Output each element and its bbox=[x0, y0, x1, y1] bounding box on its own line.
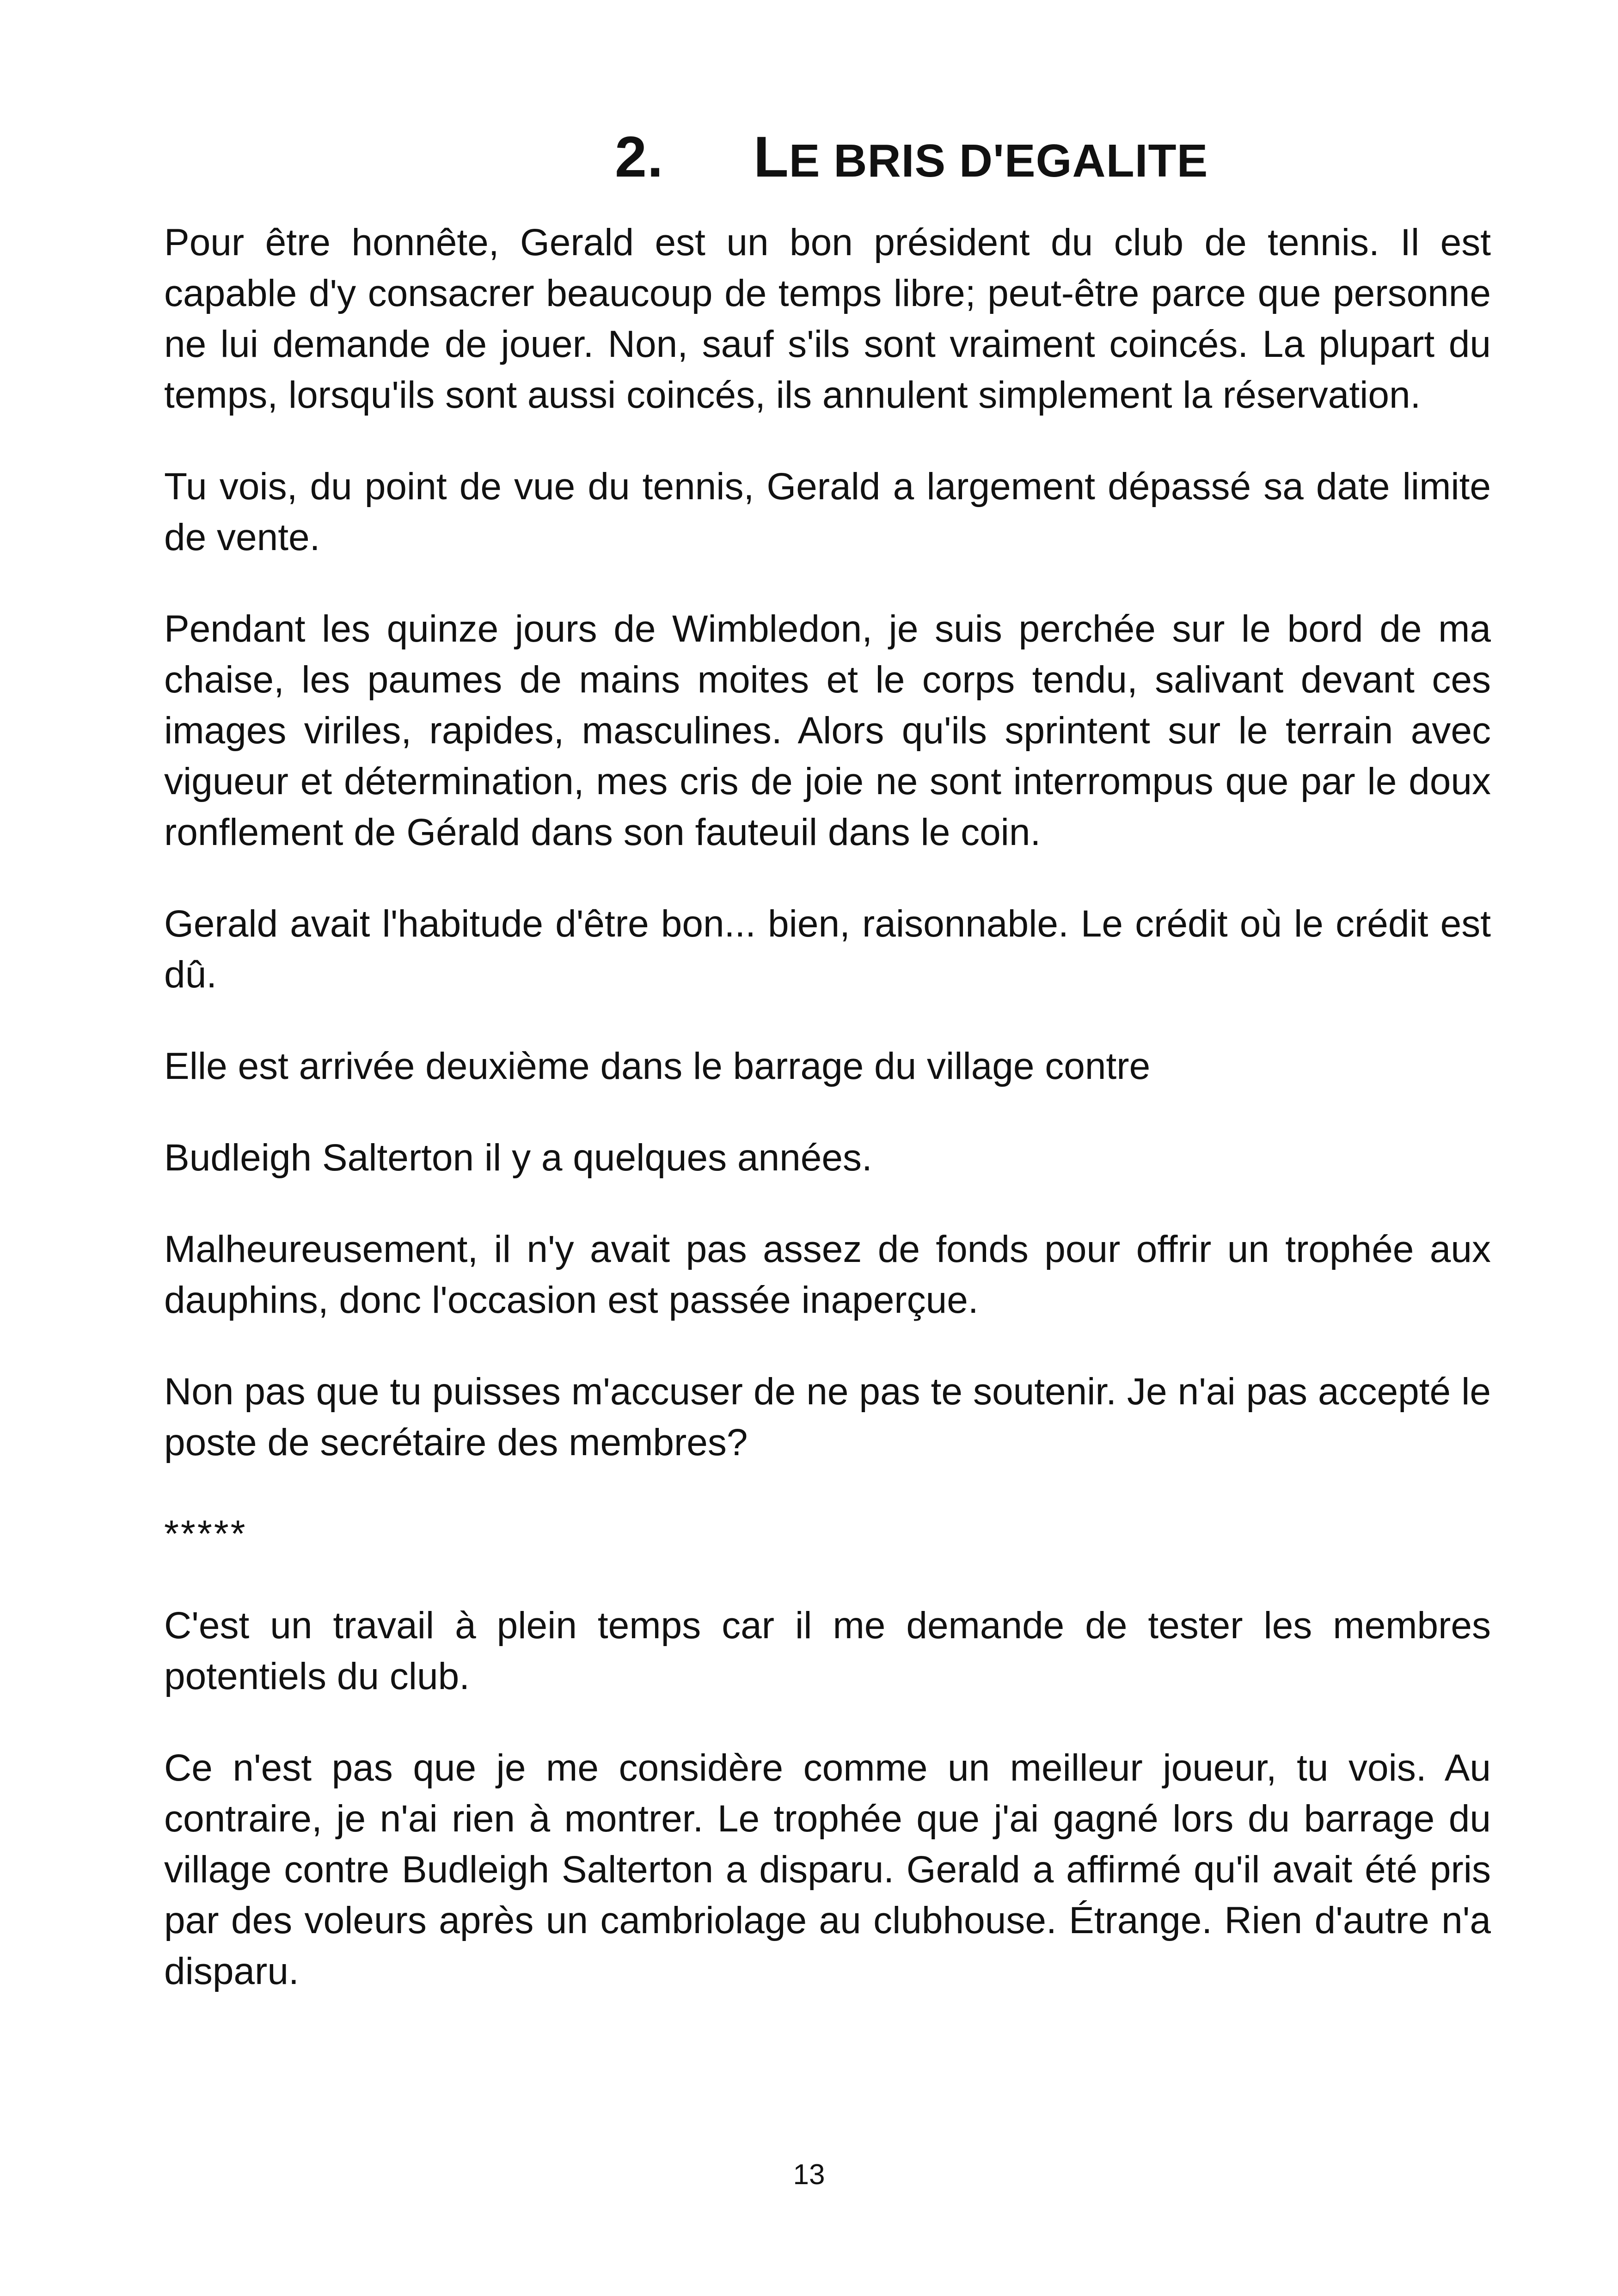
body-text bbox=[164, 217, 1491, 2038]
paragraph-7: Malheureusement, il n'y avait pas assez de fonds pour offrir un trophée aux dauphins, donc l'occasion est passée inaperçue. bbox=[164, 1228, 1491, 1321]
paragraph-3: Pendant les quinze jours de Wimbledon, je suis perchée sur le bord de ma chaise, les paumes de mains moites et le corps tendu, salivant devant ces images viriles, rapides, masculines. Alors qu'ils sprintent sur le terrain avec vigueur et détermination, mes cris de joie ne sont interrompus que par le doux ronflement de Gérald dans son fauteuil dans le coin. bbox=[164, 608, 1491, 853]
chapter-number: 2. bbox=[615, 125, 664, 189]
paragraph-8: Non pas que tu puisses m'accuser de ne pas te soutenir. Je n'ai pas accepté le poste de secrétaire des membres? bbox=[164, 1371, 1491, 1463]
chapter-title-lead: L bbox=[754, 125, 789, 189]
section-separator: ***** bbox=[164, 1513, 247, 1555]
paragraph-6: Budleigh Salterton il y a quelques années. bbox=[164, 1137, 872, 1179]
paragraph-1: Pour être honnête, Gerald est un bon président du club de tennis. Il est capable d'y consacrer beaucoup de temps libre; peut-être parce que personne ne lui demande de jouer. Non, sauf s'ils sont vraiment coincés. La plupart du temps, lorsqu'ils sont aussi coincés, ils annulent simplement la réservation. bbox=[164, 221, 1491, 416]
paragraph-5: Elle est arrivée deuxième dans le barrage du village contre bbox=[164, 1045, 1151, 1087]
chapter-heading bbox=[615, 118, 1208, 200]
page-number: 13 bbox=[793, 2159, 825, 2191]
paragraph-10: Ce n'est pas que je me considère comme un meilleur joueur, tu vois. Au contraire, je n'ai rien à montrer. Le trophée que j'ai gagné lors du barrage du village contre Budleigh Salterton a disparu. Gerald a affirmé qu'il avait été pris par des voleurs après un cambriolage au clubhouse. Étrange. Rien d'autre n'a disparu. bbox=[164, 1747, 1491, 1992]
paragraph-4: Gerald avait l'habitude d'être bon... bien, raisonnable. Le crédit où le crédit est dû. bbox=[164, 903, 1491, 996]
chapter-title-rest: E BRIS D'EGALITE bbox=[789, 135, 1208, 187]
paragraph-2: Tu vois, du point de vue du tennis, Gerald a largement dépassé sa date limite de vente. bbox=[164, 465, 1491, 558]
chapter-title bbox=[754, 125, 1208, 189]
paragraph-9: C'est un travail à plein temps car il me demande de tester les membres potentiels du club. bbox=[164, 1604, 1491, 1697]
